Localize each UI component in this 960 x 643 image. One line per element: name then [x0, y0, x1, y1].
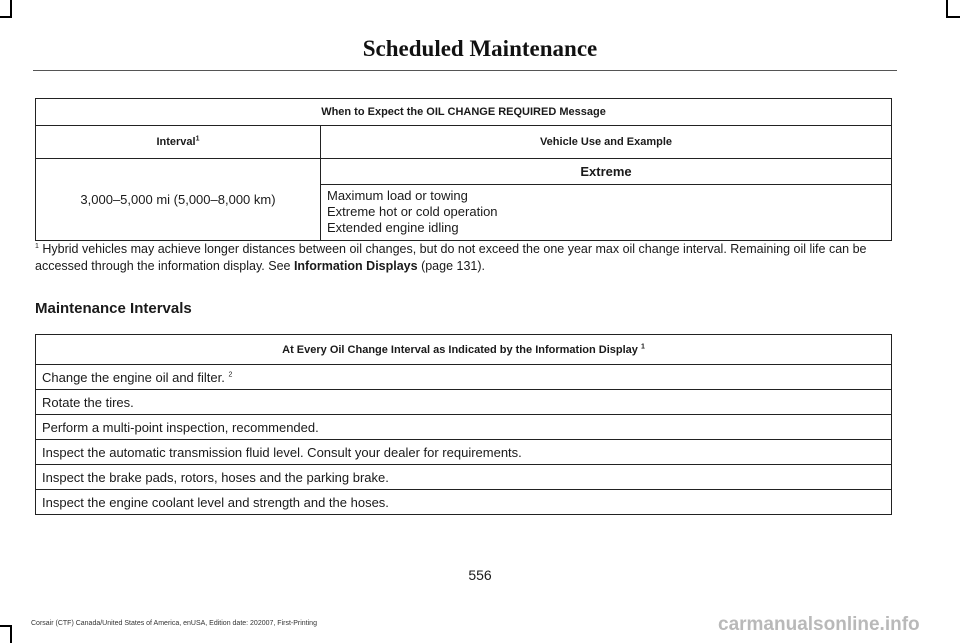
interval-value: 3,000–5,000 mi (5,000–8,000 km) — [36, 159, 321, 241]
column-header-vehicle-use: Vehicle Use and Example — [321, 126, 892, 159]
maintenance-table-caption — [36, 335, 892, 365]
table-row — [36, 415, 892, 440]
footnote — [35, 241, 893, 275]
footnote-ref: 1 — [195, 135, 200, 143]
footnote-marker: 1 — [35, 242, 39, 250]
footnote-text: Hybrid vehicles may achieve longer distances between oil changes, but do not exceed the one year max oil change interval. Remaining oil life can be accessed through the information display. See — [35, 242, 867, 273]
usage-example: Extended engine idling — [327, 220, 459, 235]
column-header-interval — [36, 126, 321, 159]
maintenance-intervals-table — [35, 334, 892, 515]
maintenance-item-text: Rotate the tires. — [42, 394, 134, 410]
maintenance-table-caption-text: At Every Oil Change Interval as Indicated by the Information Display — [282, 343, 638, 356]
table-row — [36, 390, 892, 415]
edition-footer: Corsair (CTF) Canada/United States of America, enUSA, Edition date: 202007, First-Printing — [31, 620, 317, 627]
usage-examples — [321, 185, 892, 241]
title-divider — [33, 70, 897, 71]
maintenance-item-text: Inspect the brake pads, rotors, hoses and the parking brake. — [42, 469, 389, 485]
maintenance-item-text: Inspect the automatic transmission fluid level. Consult your dealer for requirements. — [42, 444, 522, 460]
section-heading: Maintenance Intervals — [35, 300, 192, 317]
table-row — [36, 365, 892, 390]
watermark: carmanualsonline.info — [718, 614, 920, 635]
information-displays-link[interactable]: Information Displays — [293, 259, 418, 273]
crop-mark-top-right-h — [946, 16, 960, 18]
crop-mark-top-left-h — [0, 16, 12, 18]
footnote-ref: 1 — [640, 342, 645, 350]
page-title: Scheduled Maintenance — [362, 36, 598, 61]
oil-change-table — [35, 98, 892, 241]
footnote-ref: 2 — [228, 371, 233, 379]
table-row — [36, 465, 892, 490]
usage-category: Extreme — [321, 159, 892, 185]
footnote-page-ref: (page 131). — [417, 259, 486, 273]
table-row — [36, 490, 892, 515]
oil-change-table-caption: When to Expect the OIL CHANGE REQUIRED Message — [36, 99, 892, 126]
crop-mark-bottom-left-v — [10, 625, 12, 643]
column-header-interval-label: Interval — [156, 136, 196, 148]
crop-mark-bottom-left-h — [0, 625, 12, 627]
maintenance-item-text: Perform a multi-point inspection, recommended. — [42, 419, 319, 435]
usage-example: Maximum load or towing — [327, 188, 468, 203]
maintenance-item-text: Inspect the engine coolant level and strength and the hoses. — [42, 494, 389, 510]
table-row — [36, 440, 892, 465]
page-number: 556 — [468, 567, 492, 583]
maintenance-item-text: Change the engine oil and filter. — [42, 369, 225, 385]
usage-example: Extreme hot or cold operation — [327, 204, 498, 219]
